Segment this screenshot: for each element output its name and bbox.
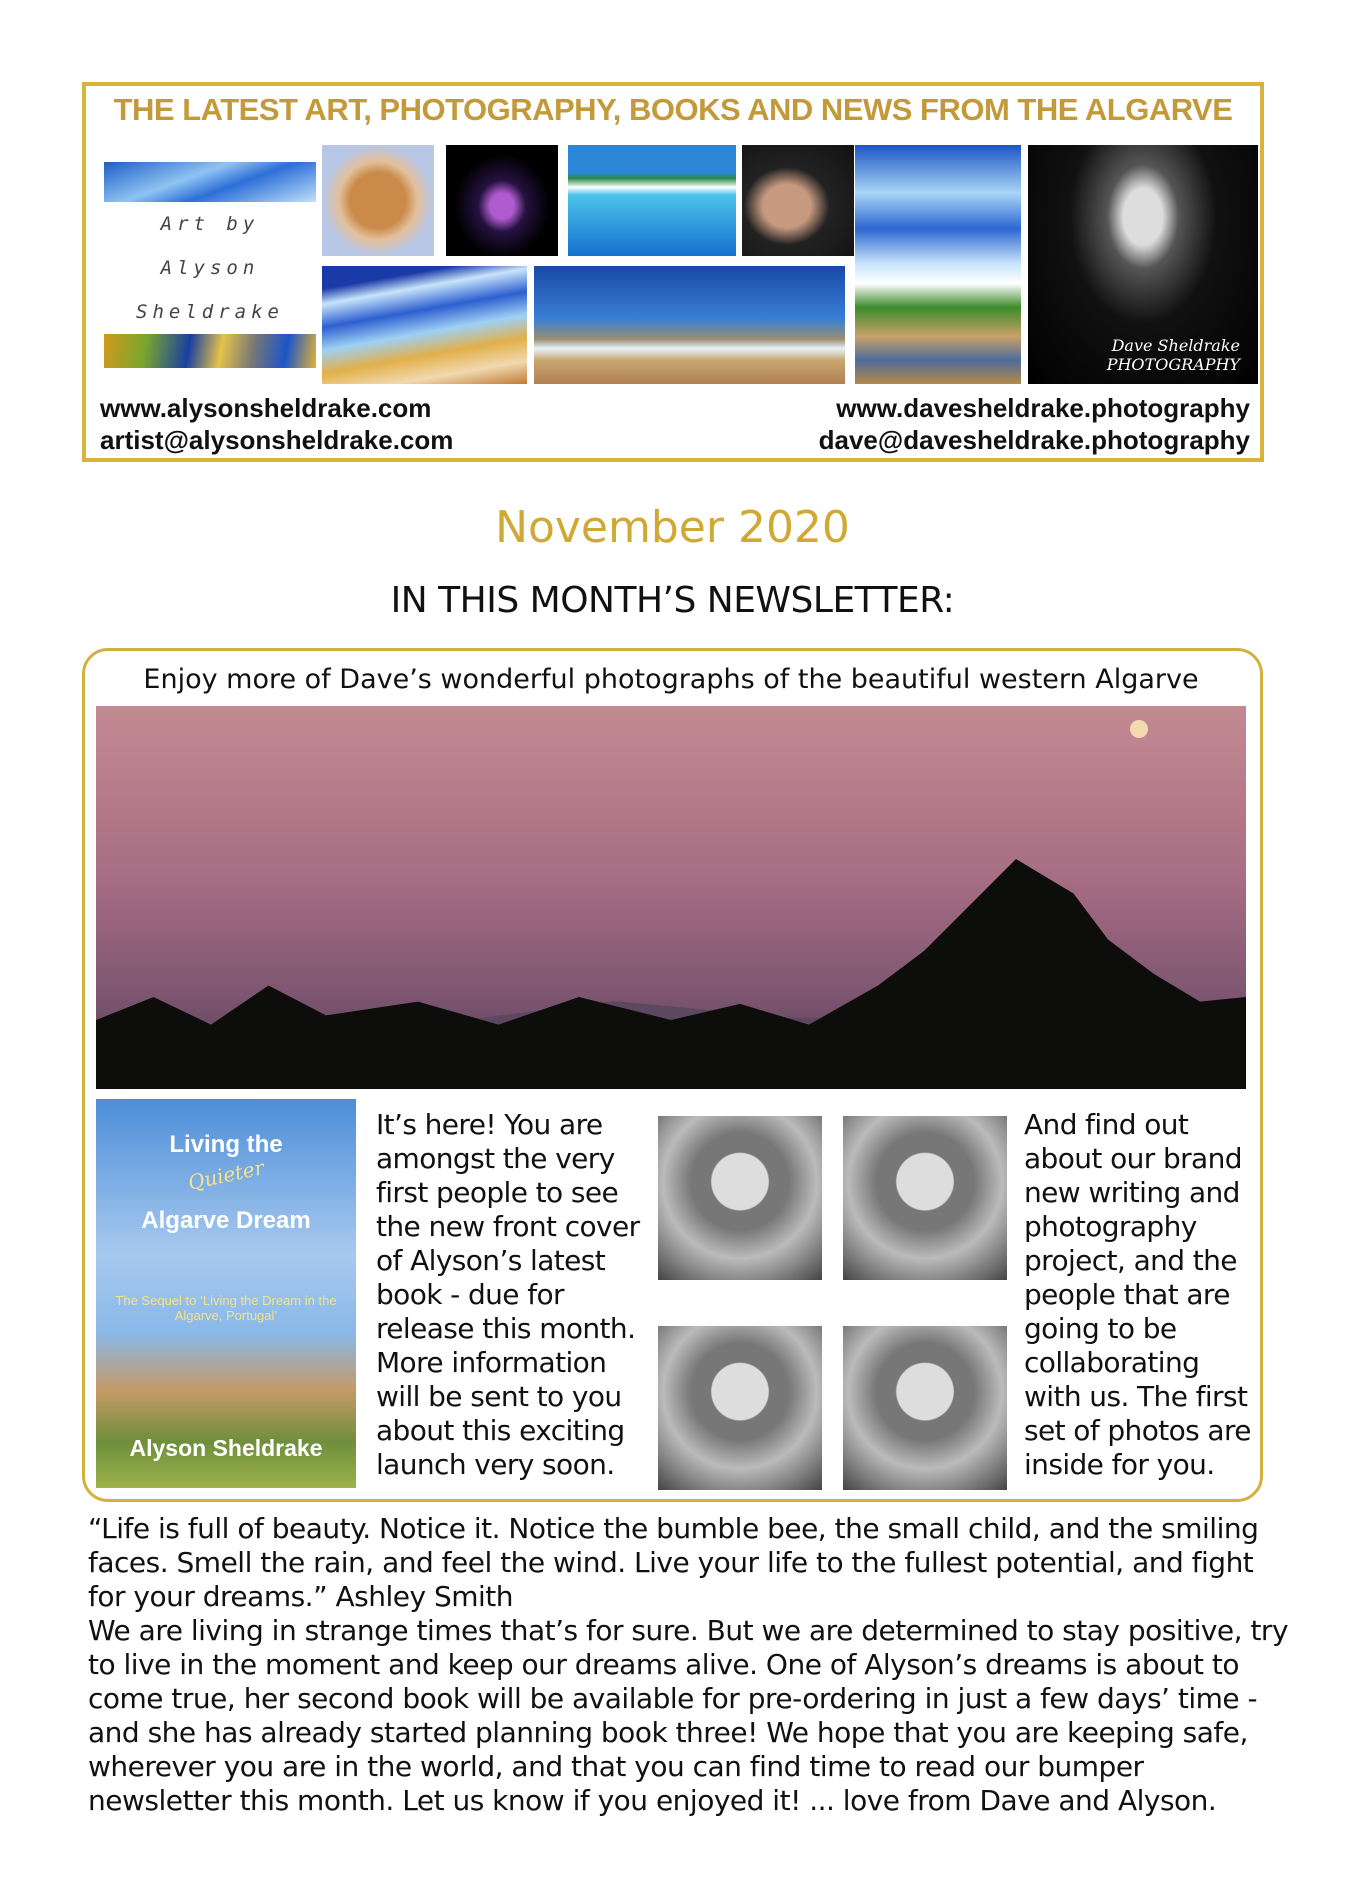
dancer-photo (446, 145, 558, 256)
man-portrait (843, 1326, 1007, 1490)
moon (1130, 720, 1148, 738)
book-announcement-text: It’s here! You are amongst the very first people to see the new front cover of Alyson’s latest book - due for release this month. More information will be sent to you about this exciting launch very soon. (376, 1108, 640, 1481)
coast-photo (534, 266, 845, 384)
woman-portrait-1 (843, 1116, 1007, 1280)
dave-website-link[interactable]: www.davesheldrake.photography (836, 393, 1250, 423)
intro-paragraph: We are living in strange times that’s for sure. But we are determined to stay positive, try to live in the moment and keep our dreams alive. One of Alyson’s dreams is about to come true, her second book will be available for pre-ordering in just a few days’ time - and she has already started planning book three! We hope that you are keeping safe, wherever you are in the world, and that you can find time to read our bumper newsletter this month. Let us know if you enjoyed it! ... love from Dave and Alyson. (88, 1614, 1289, 1817)
family-photo (658, 1116, 822, 1280)
tree-silhouettes (96, 859, 1246, 1089)
dave-photo-logo: Dave Sheldrake PHOTOGRAPHY (1028, 145, 1258, 384)
dog-painting (322, 145, 434, 256)
newsletter-heading: IN THIS MONTH’S NEWSLETTER: (390, 580, 955, 621)
windmill-painting (855, 145, 1021, 384)
pool-photo (568, 145, 736, 256)
alyson-email-link[interactable]: artist@alysonsheldrake.com (100, 425, 454, 455)
dave-email-link[interactable]: dave@davesheldrake.photography (818, 425, 1250, 455)
alyson-website-link[interactable]: www.alysonsheldrake.com (100, 393, 432, 423)
sunset-landscape-photo (96, 706, 1246, 1089)
book-cover: Living the Quieter Algarve Dream The Sequel to ‘Living the Dream in the Algarve, Portugal’ Alyson Sheldrake (96, 1099, 356, 1488)
quote: “Life is full of beauty. Notice it. Notice the bumble bee, the small child, and the smiling faces. Smell the rain, and feel the wind. Live your life to the fullest potential, and fight for your dreams.” Ashley Smith (88, 1512, 1259, 1613)
beach-painting (322, 266, 527, 384)
issue-month: November 2020 (495, 502, 850, 553)
art-logo: Art by Alyson Sheldrake (104, 162, 316, 374)
tagline: THE LATEST ART, PHOTOGRAPHY, BOOKS AND NEWS FROM THE ALGARVE (113, 92, 1233, 127)
newsletter-intro (88, 1512, 1288, 1818)
header-banner (82, 82, 1264, 462)
portrait-photo (742, 145, 854, 256)
project-announcement-text: And find out about our brand new writing and photography project, and the people that are going to be collaborating with us. The first set of photos are inside for you. (1024, 1108, 1251, 1481)
feature-caption: Enjoy more of Dave’s wonderful photographs of the beautiful western Algarve (143, 664, 1199, 695)
woman-portrait-2 (658, 1326, 822, 1490)
